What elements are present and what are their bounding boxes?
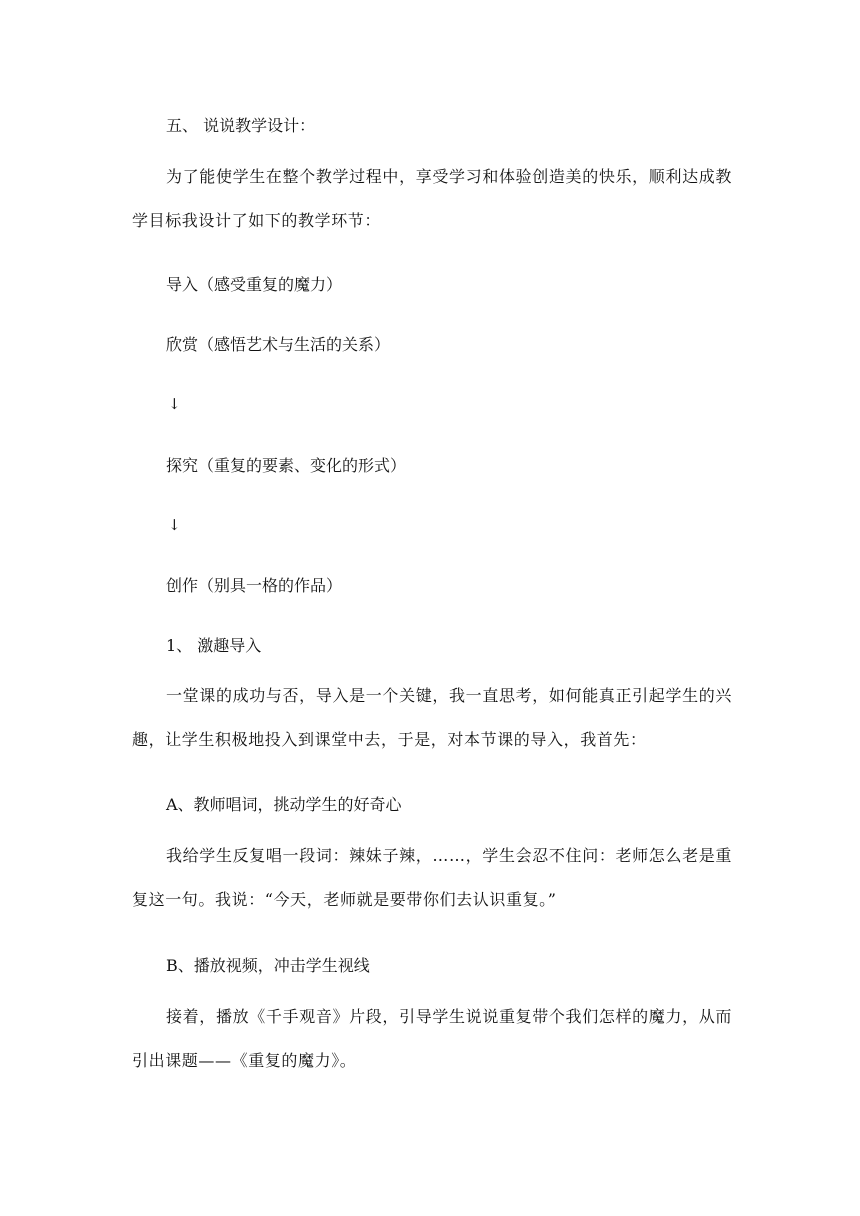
- flow-step-appreciate: 欣赏（感悟艺术与生活的关系）: [166, 335, 391, 354]
- flow-down-arrow-icon: ↓: [168, 395, 181, 413]
- section-heading-five: 五、 说说教学设计：: [166, 116, 316, 135]
- sub-heading-b: B、播放视频，冲击学生视线: [166, 956, 370, 975]
- flow-step-intro: 导入（感受重复的魔力）: [166, 275, 343, 294]
- section-heading-1: 1、 激趣导入: [166, 636, 262, 655]
- section1-paragraph: 一堂课的成功与否，导入是一个关键，我一直思考，如何能真正引起学生的兴趣，让学生积极地投入到课堂中去，于是，对本节课的导入，我首先：: [132, 686, 732, 749]
- sub-b-paragraph: 接着，播放《千手观音》片段，引导学生说说重复带个我们怎样的魔力，从而引出课题——《重复的魔力》。: [132, 1007, 732, 1070]
- sub-heading-a: A、教师唱词，挑动学生的好奇心: [166, 795, 402, 814]
- flow-step-create: 创作（别具一格的作品）: [166, 576, 343, 595]
- flow-step-explore: 探究（重复的要素、变化的形式）: [166, 456, 407, 475]
- intro-paragraph: 为了能使学生在整个教学过程中，享受学习和体验创造美的快乐，顺利达成教学目标我设计了如下的教学环节：: [132, 167, 732, 230]
- flow-down-arrow-icon: ↓: [168, 516, 181, 534]
- sub-a-paragraph: 我给学生反复唱一段词：辣妹子辣，……，学生会忍不住问：老师怎么老是重复这一句。我说：“今天，老师就是要带你们去认识重复。”: [132, 846, 732, 909]
